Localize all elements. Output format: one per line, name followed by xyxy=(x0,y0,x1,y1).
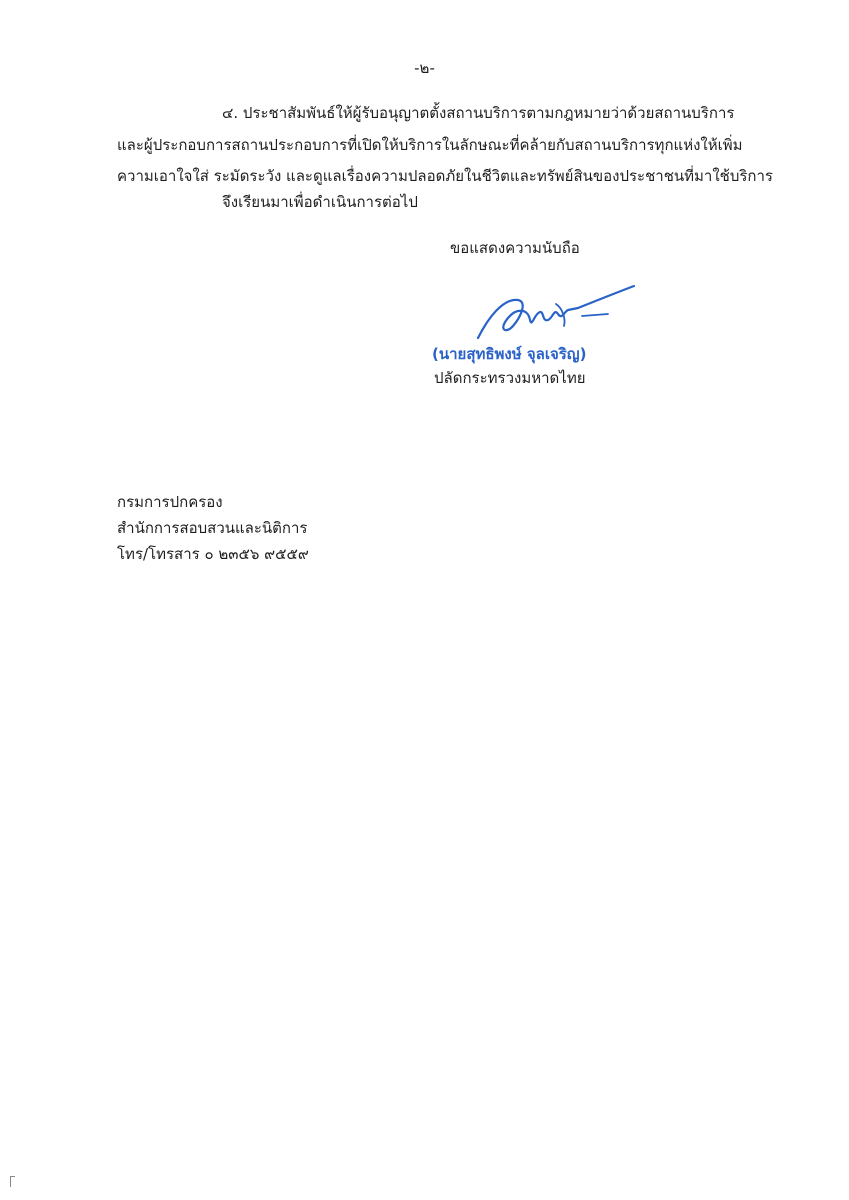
closing-line: จึงเรียนมาเพื่อดำเนินการต่อไป xyxy=(222,193,418,211)
page-number: -๒- xyxy=(414,59,435,77)
body-line-2: และผู้ประกอบการสถานประกอบการที่เปิดให้บริการในลักษณะที่คล้ายกับสถานบริการทุกแห่งให้เพิ่ม xyxy=(117,136,743,154)
body-line-3: ความเอาใจใส่ ระมัดระวัง และดูแลเรื่องความปลอดภัยในชีวิตและทรัพย์สินของประชาชนที่มาใช้บริการ xyxy=(117,167,773,185)
department-name: กรมการปกครอง xyxy=(117,493,223,511)
regards-line: ขอแสดงความนับถือ xyxy=(450,239,580,257)
division-name: สำนักการสอบสวนและนิติการ xyxy=(117,519,308,537)
contact-phone: โทร/โทรสาร ๐ ๒๓๕๖ ๙๕๕๙ xyxy=(117,545,309,563)
margin-mark xyxy=(10,1176,15,1187)
signer-name: (นายสุทธิพงษ์ จุลเจริญ) xyxy=(432,345,587,363)
body-line-1: ๔. ประชาสัมพันธ์ให้ผู้รับอนุญาตตั้งสถานบริการตามกฎหมายว่าด้วยสถานบริการ xyxy=(222,104,735,122)
handwritten-signature-icon xyxy=(458,278,638,350)
signer-title: ปลัดกระทรวงมหาดไทย xyxy=(434,369,586,387)
